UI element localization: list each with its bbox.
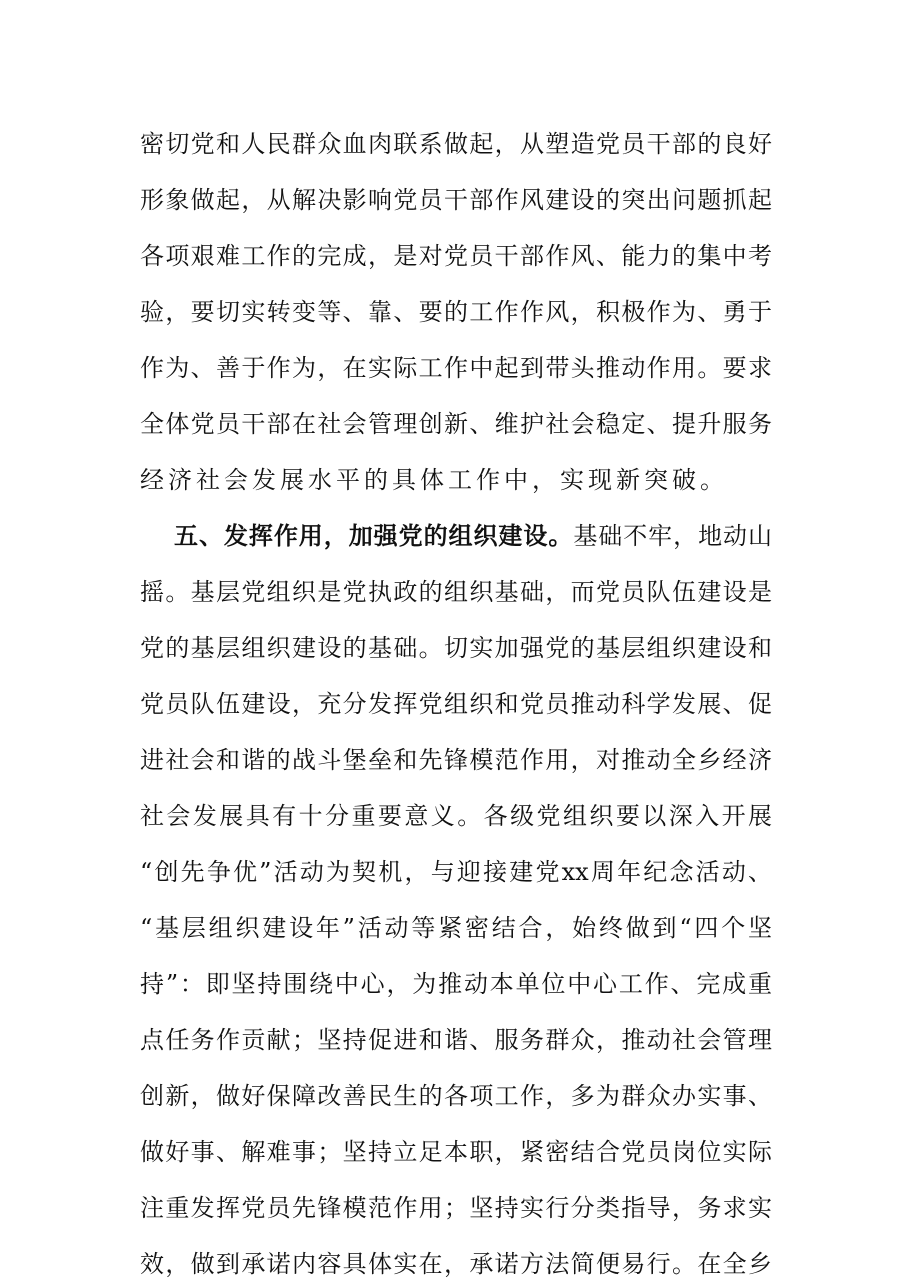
paragraph-1-line-1: 密切党和人民群众血肉联系做起，从塑造党员干部的良好: [140, 130, 772, 158]
paragraph-1-line-7: 经济社会发展水平的具体工作中，实现新突破。: [140, 466, 728, 494]
paragraph-2-line-14: 效，做到承诺内容具体实在，承诺方法简便易行。在全乡: [140, 1250, 772, 1278]
paragraph-1-line-5: 作为、善于作为，在实际工作中起到带头推动作用。要求: [140, 354, 772, 382]
paragraph-2-line-3: 党的基层组织建设的基础。切实加强党的基层组织建设和: [140, 634, 772, 662]
section-heading: 五、发挥作用，加强党的组织建设。: [174, 521, 574, 550]
paragraph-2-line-9: 持”：即坚持围绕中心，为推动本单位中心工作、完成重: [140, 970, 772, 998]
paragraph-2-line-2: 摇。基层党组织是党执政的组织基础，而党员队伍建设是: [140, 578, 772, 606]
paragraph-1-line-2: 形象做起，从解决影响党员干部作风建设的突出问题抓起: [140, 186, 772, 214]
paragraph-2-line-10: 点任务作贡献；坚持促进和谐、服务群众，推动社会管理: [140, 1026, 772, 1054]
paragraph-2-line-11: 创新，做好保障改善民生的各项工作，多为群众办实事、: [140, 1082, 772, 1110]
paragraph-2-line-13: 注重发挥党员先锋模范作用；坚持实行分类指导，务求实: [140, 1194, 772, 1222]
paragraph-1-line-6: 全体党员干部在社会管理创新、维护社会稳定、提升服务: [140, 410, 772, 438]
paragraph-1-line-3: 各项艰难工作的完成，是对党员干部作风、能力的集中考: [140, 242, 772, 270]
paragraph-2-line-5: 进社会和谐的战斗堡垒和先锋模范作用，对推动全乡经济: [140, 746, 772, 774]
paragraph-2-first-line-text: 基础不牢，地动山: [573, 522, 773, 550]
paragraph-2-first-line: [174, 516, 772, 556]
paragraph-1-line-4: 验，要切实转变等、靠、要的工作作风，积极作为、勇于: [140, 298, 772, 326]
paragraph-2-line-4: 党员队伍建设，充分发挥党组织和党员推动科学发展、促: [140, 690, 772, 718]
paragraph-2-line-7: “创先争优”活动为契机，与迎接建党xx周年纪念活动、: [140, 858, 772, 886]
paragraph-2-line-8: “基层组织建设年”活动等紧密结合，始终做到“四个坚: [140, 914, 772, 942]
paragraph-2-line-12: 做好事、解难事；坚持立足本职，紧密结合党员岗位实际: [140, 1138, 772, 1166]
paragraph-2-line-6: 社会发展具有十分重要意义。各级党组织要以深入开展: [140, 802, 772, 830]
